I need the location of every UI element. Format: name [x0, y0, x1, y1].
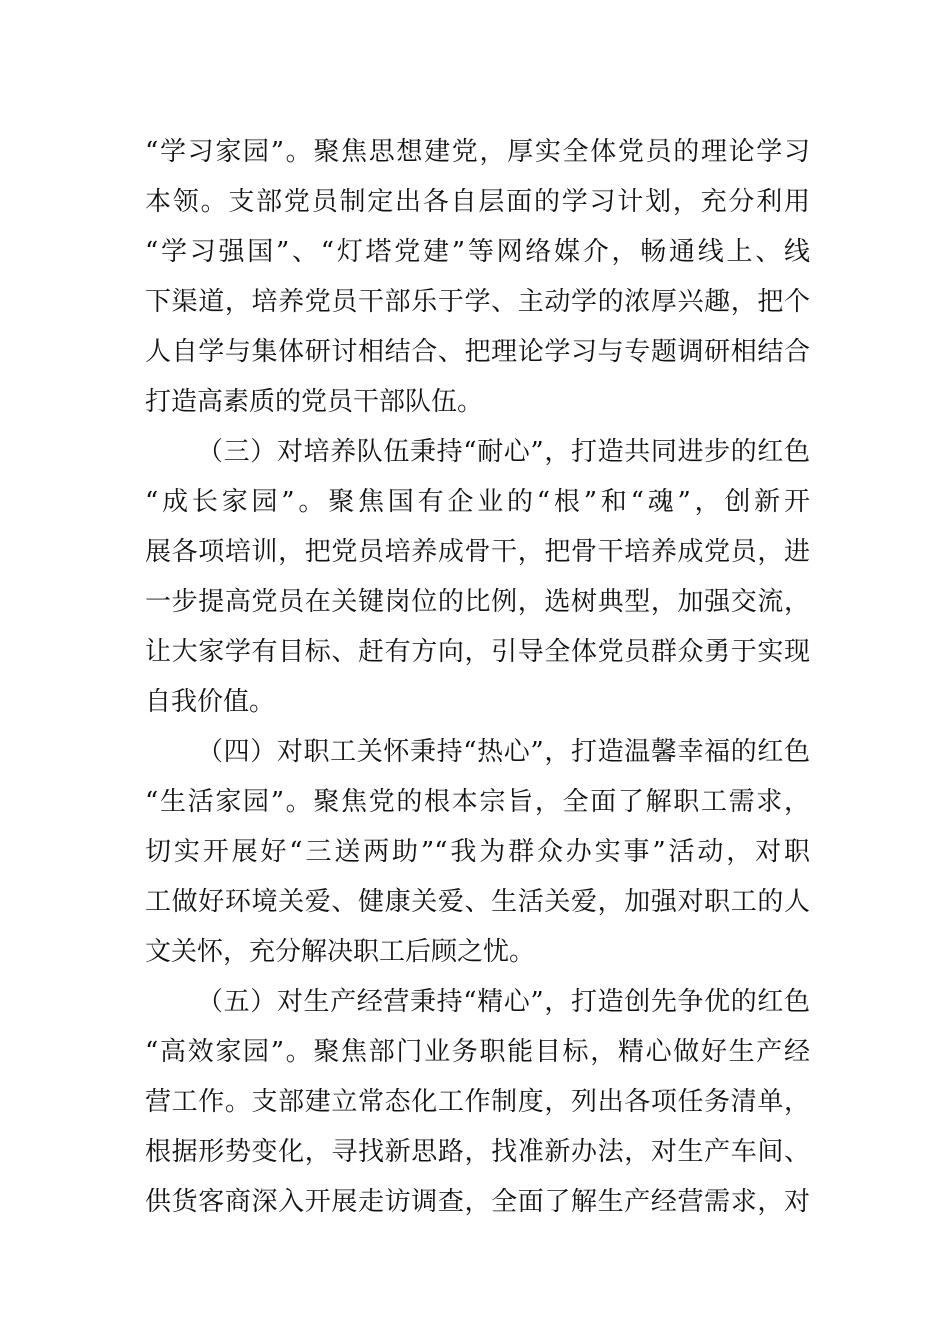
text-line: “学习强国”、“灯塔党建”等网络媒介，畅通线上、线 [145, 237, 810, 267]
section-heading-five: （五）对生产经营秉持“精心”，打造创先争优的红色 [197, 987, 810, 1017]
text-line: 人自学与集体研讨相结合、把理论学习与专题调研相结合 [145, 337, 810, 367]
text-line: “学习家园”。聚焦思想建党，厚实全体党员的理论学习 [145, 137, 810, 167]
text-line: 切实开展好“三送两助”“我为群众办实事”活动，对职 [145, 837, 810, 867]
text-line: 本领。支部党员制定出各自层面的学习计划，充分利用 [145, 187, 810, 217]
text-line: 营工作。支部建立常态化工作制度，列出各项任务清单， [145, 1087, 810, 1117]
text-line: 自我价值。 [145, 687, 276, 717]
text-line: 打造高素质的党员干部队伍。 [145, 387, 484, 417]
text-line: 下渠道，培养党员干部乐于学、主动学的浓厚兴趣，把个 [145, 287, 810, 317]
text-line: 根据形势变化，寻找新思路，找准新办法，对生产车间、 [145, 1137, 810, 1167]
text-line: “生活家园”。聚焦党的根本宗旨，全面了解职工需求， [145, 787, 810, 817]
section-heading-four: （四）对职工关怀秉持“热心”，打造温馨幸福的红色 [197, 737, 810, 767]
text-line: 让大家学有目标、赶有方向，引导全体党员群众勇于实现 [145, 637, 810, 667]
text-line: “成长家园”。聚焦国有企业的“根”和“魂”，创新开 [145, 487, 810, 517]
text-line: 工做好环境关爱、健康关爱、生活关爱，加强对职工的人 [145, 887, 810, 917]
text-line: 一步提高党员在关键岗位的比例，选树典型，加强交流， [145, 587, 810, 617]
text-line: 文关怀，充分解决职工后顾之忧。 [145, 937, 536, 967]
section-heading-three: （三）对培养队伍秉持“耐心”，打造共同进步的红色 [197, 437, 810, 467]
text-line: 供货客商深入开展走访调查，全面了解生产经营需求，对 [145, 1187, 810, 1217]
text-line: 展各项培训，把党员培养成骨干，把骨干培养成党员，进 [145, 537, 810, 567]
text-line: “高效家园”。聚焦部门业务职能目标，精心做好生产经 [145, 1037, 810, 1067]
